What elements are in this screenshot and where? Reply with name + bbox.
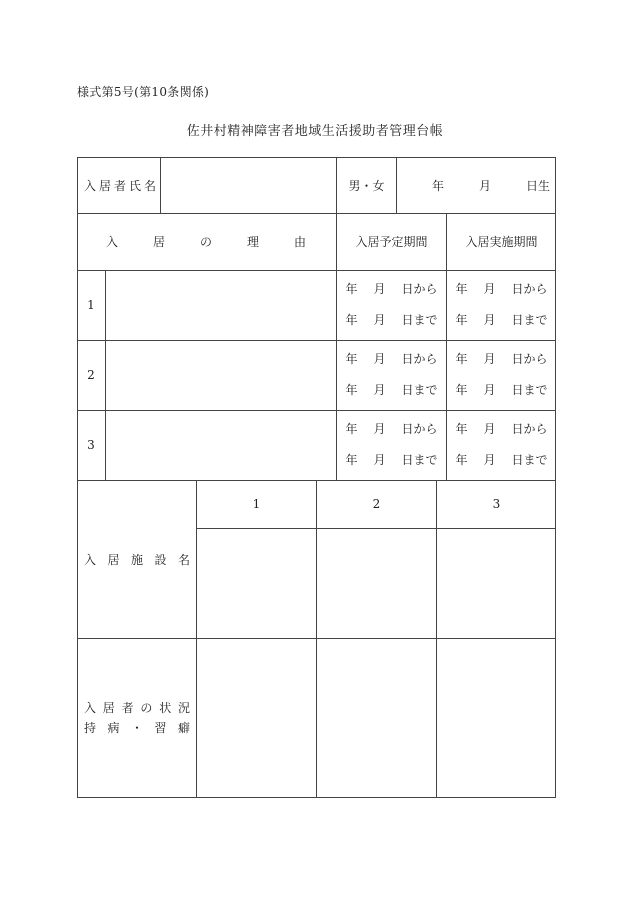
date-to (456, 445, 548, 476)
gender-text: 男・女 (348, 178, 385, 193)
status-line-2 (84, 718, 190, 738)
planned-period-field[interactable] (337, 270, 446, 340)
date-to (346, 445, 438, 476)
date-year: 年 (345, 422, 358, 436)
date-month: 月 (483, 383, 496, 397)
date-day-from: 日から (401, 422, 438, 436)
status-char: 状 (159, 701, 172, 715)
entry-number (77, 270, 105, 340)
date-month: 月 (483, 352, 496, 366)
entry-number-text: 3 (87, 438, 95, 452)
reason-char: の (199, 235, 212, 249)
date-month: 月 (373, 422, 386, 436)
status-char: 癖 (177, 721, 190, 735)
status-line-1 (84, 698, 190, 718)
date-year: 年 (345, 453, 358, 467)
date-year: 年 (455, 313, 468, 327)
facility-col-1 (197, 480, 316, 528)
entry-reason-field[interactable] (106, 270, 336, 340)
date-to (346, 375, 438, 406)
date-year: 年 (455, 352, 468, 366)
entry-number (77, 410, 105, 480)
facility-col-2 (317, 480, 436, 528)
status-char: 習 (154, 721, 167, 735)
facility-char: 名 (177, 552, 190, 567)
facility-name-field-1[interactable] (197, 529, 316, 638)
date-day-to: 日まで (401, 313, 438, 327)
date-day-from: 日から (511, 422, 548, 436)
status-char: の (140, 701, 153, 715)
date-day-from: 日から (401, 352, 438, 366)
date-month: 月 (483, 282, 496, 296)
entry-reason-field[interactable] (106, 410, 336, 480)
date-month: 月 (373, 352, 386, 366)
status-char: 況 (177, 701, 190, 715)
status-label (84, 638, 190, 798)
date-day-to: 日まで (511, 313, 548, 327)
status-char: 居 (102, 701, 115, 715)
actual-period-field[interactable] (447, 410, 556, 480)
status-char: 病 (107, 721, 120, 735)
facility-name-field-3[interactable] (437, 529, 556, 638)
date-day-to: 日まで (401, 453, 438, 467)
date-month: 月 (373, 313, 386, 327)
reason-char: 居 (152, 235, 165, 249)
date-to (346, 305, 438, 336)
reason-header (106, 213, 306, 270)
date-from (346, 344, 438, 375)
date-day-to: 日まで (511, 383, 548, 397)
date-from (456, 274, 548, 305)
facility-char: 施 (130, 552, 143, 567)
dob-month: 月 (478, 178, 491, 193)
date-day-from: 日から (511, 352, 548, 366)
status-char: 持 (84, 721, 97, 735)
birthdate-field[interactable] (432, 157, 550, 213)
facility-label (84, 480, 190, 638)
dob-year: 年 (432, 178, 445, 193)
facility-col-3 (437, 480, 556, 528)
entry-number-text: 2 (87, 368, 95, 382)
status-field-1[interactable] (197, 639, 316, 797)
date-day-to: 日まで (401, 383, 438, 397)
status-field-2[interactable] (317, 639, 436, 797)
gender-field[interactable] (337, 157, 396, 213)
entry-reason-field[interactable] (106, 340, 336, 410)
actual-period-field[interactable] (447, 270, 556, 340)
date-from (456, 414, 548, 445)
date-month: 月 (483, 313, 496, 327)
date-to (456, 375, 548, 406)
status-char: 入 (84, 701, 97, 715)
planned-period-field[interactable] (337, 410, 446, 480)
date-year: 年 (345, 383, 358, 397)
reason-char: 由 (293, 235, 306, 249)
date-day-from: 日から (511, 282, 548, 296)
resident-name-label-text: 入居者氏名 (84, 178, 160, 193)
status-char: ・ (130, 721, 143, 735)
facility-char: 居 (107, 552, 120, 567)
dob-day: 日生 (525, 178, 550, 193)
date-year: 年 (345, 313, 358, 327)
actual-period-header (447, 213, 556, 270)
status-char: 者 (121, 701, 134, 715)
date-month: 月 (373, 282, 386, 296)
entry-number-text: 1 (87, 298, 95, 312)
entry-number (77, 340, 105, 410)
date-month: 月 (483, 422, 496, 436)
date-year: 年 (345, 282, 358, 296)
date-day-from: 日から (401, 282, 438, 296)
date-year: 年 (455, 453, 468, 467)
facility-char: 入 (84, 552, 97, 567)
actual-period-field[interactable] (447, 340, 556, 410)
date-year: 年 (455, 282, 468, 296)
resident-name-field[interactable] (161, 157, 336, 213)
form-reference: 様式第5号(第10条関係) (77, 85, 210, 99)
facility-char: 設 (154, 552, 167, 567)
reason-char: 入 (106, 235, 119, 249)
date-from (346, 274, 438, 305)
date-month: 月 (373, 453, 386, 467)
resident-name-label (84, 157, 160, 213)
date-month: 月 (373, 383, 386, 397)
facility-name-field-2[interactable] (317, 529, 436, 638)
date-year: 年 (345, 352, 358, 366)
date-year: 年 (455, 422, 468, 436)
date-from (456, 344, 548, 375)
date-from (346, 414, 438, 445)
planned-period-header (337, 213, 446, 270)
date-month: 月 (483, 453, 496, 467)
facility-col-text: 2 (372, 497, 381, 511)
facility-col-text: 1 (252, 497, 261, 511)
planned-period-text: 入居予定期間 (355, 235, 428, 249)
date-year: 年 (455, 383, 468, 397)
form-title: 佐井村精神障害者地域生活援助者管理台帳 (186, 124, 444, 139)
facility-col-text: 3 (492, 497, 501, 511)
actual-period-text: 入居実施期間 (465, 235, 538, 249)
date-to (456, 305, 548, 336)
status-field-3[interactable] (437, 639, 556, 797)
planned-period-field[interactable] (337, 340, 446, 410)
rule-v (396, 157, 397, 213)
date-day-to: 日まで (511, 453, 548, 467)
reason-char: 理 (246, 235, 259, 249)
